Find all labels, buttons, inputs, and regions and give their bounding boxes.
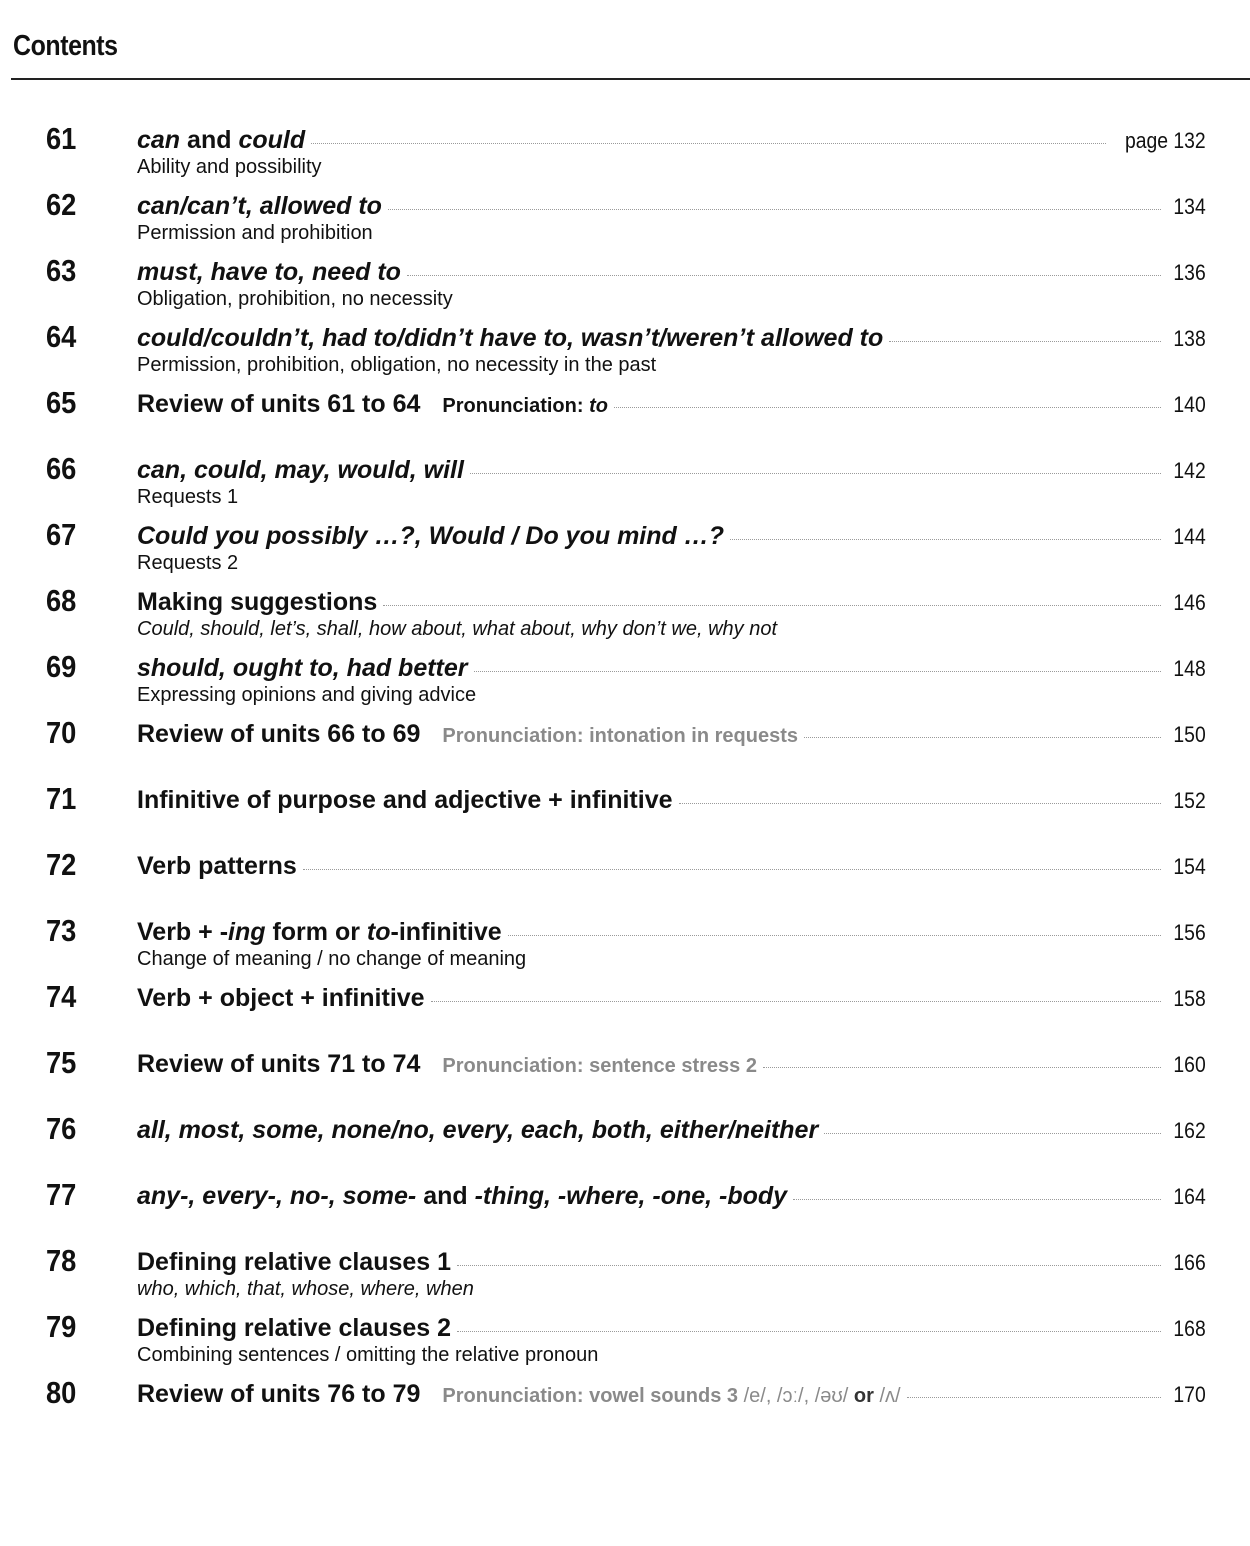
page-number-value: 132 <box>1173 128 1206 153</box>
unit-title-part: Review of units 71 to 74 <box>137 1050 421 1078</box>
page-prefix: page <box>1125 128 1169 153</box>
dot-leader <box>407 274 1161 276</box>
page-number-value: 134 <box>1173 194 1206 219</box>
pronunciation-or: or <box>848 1385 880 1407</box>
entry-title-line <box>137 983 1206 1013</box>
unit-title-part: to <box>366 918 391 946</box>
dot-leader <box>457 1330 1161 1332</box>
unit-subtitle: Combining sentences / omitting the relative pronoun <box>137 1344 599 1366</box>
toc-entry[interactable] <box>0 122 1250 182</box>
unit-number: 70 <box>46 715 77 750</box>
toc-entry[interactable] <box>0 386 1250 446</box>
entry-title-line <box>137 389 1206 419</box>
unit-title-part: Infinitive of purpose and adjective + infinitive <box>137 786 673 814</box>
unit-number: 79 <box>46 1309 77 1344</box>
page-number[interactable] <box>1174 1050 1206 1080</box>
entry-title-line <box>137 653 1206 683</box>
page-number[interactable] <box>1174 786 1206 816</box>
unit-title-part: Review of units 76 to 79 <box>137 1380 421 1408</box>
unit-title-part: Could you possibly …?, Would / Do you mind …? <box>137 522 725 550</box>
dot-leader <box>303 868 1162 870</box>
unit-number: 78 <box>46 1243 77 1278</box>
entry-title-line <box>137 257 1206 287</box>
dot-leader <box>457 1264 1161 1266</box>
entry-title-line <box>137 125 1206 155</box>
page-number[interactable] <box>1174 258 1206 288</box>
unit-number: 72 <box>46 847 77 882</box>
dot-leader <box>804 736 1161 738</box>
unit-title[interactable] <box>137 917 502 947</box>
unit-subtitle: Ability and possibility <box>137 156 322 178</box>
unit-title[interactable] <box>137 1181 787 1211</box>
toc-entry[interactable] <box>0 980 1250 1040</box>
toc-entry[interactable] <box>0 914 1250 974</box>
unit-title-part: any-, every-, no-, some- <box>137 1182 417 1210</box>
unit-title-part: could <box>238 126 306 154</box>
dot-leader <box>474 670 1162 672</box>
unit-subtitle: Obligation, prohibition, no necessity <box>137 288 453 310</box>
dot-leader <box>763 1066 1161 1068</box>
toc-entry[interactable] <box>0 716 1250 776</box>
pronunciation-focus: to <box>589 395 608 417</box>
unit-title-part: can, could, may, would, will <box>137 456 464 484</box>
dot-leader <box>383 604 1161 606</box>
page-number[interactable] <box>1125 126 1206 156</box>
toc-entry[interactable] <box>0 1244 1250 1304</box>
page-number[interactable] <box>1174 1314 1206 1344</box>
ipa-symbols: /ʌ/ <box>879 1385 901 1407</box>
unit-title-part: all, most, some, none/no, every, each, both, either/neither <box>137 1116 819 1144</box>
page-number-value: 138 <box>1173 326 1206 351</box>
toc-entry[interactable] <box>0 584 1250 644</box>
page-number[interactable] <box>1174 456 1206 486</box>
entry-title-line <box>137 323 1206 353</box>
page-number-value: 142 <box>1173 458 1206 483</box>
unit-title-part: ing <box>228 918 266 946</box>
unit-title-part: Verb + object + infinitive <box>137 984 425 1012</box>
dot-leader <box>388 208 1161 210</box>
pronunciation-label: Pronunciation: <box>442 395 590 417</box>
dot-leader <box>793 1198 1161 1200</box>
unit-title[interactable] <box>137 1313 451 1343</box>
unit-title-part: and <box>180 126 239 154</box>
toc-entry[interactable] <box>0 1310 1250 1370</box>
unit-title-part: -thing, -where, -one, -body <box>474 1182 788 1210</box>
page-number[interactable] <box>1174 918 1206 948</box>
entry-title-line <box>137 785 1206 815</box>
unit-title[interactable] <box>137 455 464 485</box>
unit-number: 71 <box>46 781 77 816</box>
page-number[interactable] <box>1174 852 1206 882</box>
pronunciation-label: Pronunciation: vowel sounds 3 <box>442 1385 744 1407</box>
entry-title-line <box>137 521 1206 551</box>
pronunciation-label: Pronunciation: intonation in requests <box>442 725 798 747</box>
unit-number: 76 <box>46 1111 77 1146</box>
toc-entry[interactable] <box>0 650 1250 710</box>
entry-title-line <box>137 851 1206 881</box>
page-number-value: 170 <box>1173 1382 1206 1407</box>
unit-number: 73 <box>46 913 77 948</box>
page-number[interactable] <box>1174 984 1206 1014</box>
unit-title[interactable] <box>137 1247 451 1277</box>
unit-number: 64 <box>46 319 77 354</box>
unit-title-part: can <box>137 126 181 154</box>
unit-number: 66 <box>46 451 77 486</box>
unit-title-part: Review of units 66 to 69 <box>137 720 421 748</box>
page-number-value: 168 <box>1173 1316 1206 1341</box>
unit-number: 63 <box>46 253 77 288</box>
toc-entry[interactable] <box>0 320 1250 380</box>
unit-number: 61 <box>46 121 77 156</box>
unit-title-part: should, ought to, had better <box>137 654 468 682</box>
page-number[interactable] <box>1174 324 1206 354</box>
dot-leader <box>614 406 1161 408</box>
unit-title[interactable] <box>137 191 382 221</box>
entry-title-line <box>137 1115 1206 1145</box>
unit-number: 62 <box>46 187 77 222</box>
page-number[interactable] <box>1174 654 1206 684</box>
unit-number: 68 <box>46 583 77 618</box>
toc-entry[interactable] <box>0 782 1250 842</box>
entry-title-line <box>137 1247 1206 1277</box>
unit-number: 75 <box>46 1045 77 1080</box>
dot-leader <box>907 1396 1162 1398</box>
entry-title-line <box>137 191 1206 221</box>
unit-subtitle: Requests 1 <box>137 486 239 508</box>
toc-entry[interactable] <box>0 1178 1250 1238</box>
dot-leader <box>730 538 1161 540</box>
unit-title[interactable] <box>137 389 420 419</box>
page-number[interactable] <box>1174 192 1206 222</box>
page-number-value: 152 <box>1173 788 1206 813</box>
page-number-value: 166 <box>1173 1250 1206 1275</box>
unit-title[interactable] <box>137 257 401 287</box>
page-number-value: 164 <box>1173 1184 1206 1209</box>
page-number-value: 146 <box>1173 590 1206 615</box>
unit-title[interactable] <box>137 125 305 155</box>
unit-title-part: could/couldn’t, had to/didn’t have to, wasn’t/weren’t allowed to <box>137 324 884 352</box>
unit-title[interactable] <box>137 851 297 881</box>
unit-subtitle: Permission, prohibition, obligation, no necessity in the past <box>137 354 657 376</box>
unit-title[interactable] <box>137 719 420 749</box>
unit-title[interactable] <box>137 1049 420 1079</box>
page-number[interactable] <box>1174 588 1206 618</box>
page-number-value: 150 <box>1173 722 1206 747</box>
unit-title-part: Defining relative clauses 1 <box>137 1248 452 1276</box>
page-number-value: 156 <box>1173 920 1206 945</box>
unit-title[interactable] <box>137 587 377 617</box>
page-number-value: 162 <box>1173 1118 1206 1143</box>
page-number-value: 144 <box>1173 524 1206 549</box>
toc-entry[interactable] <box>0 1376 1250 1436</box>
entry-title-line <box>137 587 1206 617</box>
unit-subtitle: Expressing opinions and giving advice <box>137 684 477 706</box>
toc-entry[interactable] <box>0 188 1250 248</box>
dot-leader <box>470 472 1161 474</box>
unit-number: 74 <box>46 979 77 1014</box>
pronunciation-note <box>442 1051 757 1081</box>
entry-title-line <box>137 1049 1206 1079</box>
page-number-value: 148 <box>1173 656 1206 681</box>
page-number-value: 136 <box>1173 260 1206 285</box>
unit-title-part: and <box>416 1182 475 1210</box>
page-number[interactable] <box>1174 522 1206 552</box>
page-number-value: 140 <box>1173 392 1206 417</box>
entry-title-line <box>137 917 1206 947</box>
dot-leader <box>431 1000 1162 1002</box>
unit-title[interactable] <box>137 983 425 1013</box>
toc-entry[interactable] <box>0 452 1250 512</box>
unit-title-part: Verb patterns <box>137 852 297 880</box>
unit-subtitle: Change of meaning / no change of meaning <box>137 948 527 970</box>
unit-number: 67 <box>46 517 77 552</box>
pronunciation-note <box>442 1381 900 1411</box>
unit-title-part: Making suggestions <box>137 588 378 616</box>
page-number[interactable] <box>1174 1116 1206 1146</box>
entry-title-line <box>137 1379 1206 1409</box>
unit-title-part: can/can’t, allowed to <box>137 192 382 220</box>
page-number[interactable] <box>1174 720 1206 750</box>
entry-title-line <box>137 1313 1206 1343</box>
unit-title[interactable] <box>137 521 724 551</box>
entry-title-line <box>137 719 1206 749</box>
unit-title[interactable] <box>137 1379 420 1409</box>
ipa-symbols: /e/, /ɔː/, /əʊ/ <box>743 1385 849 1407</box>
unit-number: 80 <box>46 1375 77 1410</box>
unit-title[interactable] <box>137 785 673 815</box>
entry-title-line <box>137 1181 1206 1211</box>
unit-subtitle: who, which, that, whose, where, when <box>137 1278 474 1300</box>
page-number[interactable] <box>1174 1248 1206 1278</box>
toc-entry[interactable] <box>0 518 1250 578</box>
unit-title-part: Verb + - <box>137 918 229 946</box>
unit-title-part: Defining relative clauses 2 <box>137 1314 452 1342</box>
unit-title[interactable] <box>137 653 468 683</box>
toc-entry[interactable] <box>0 254 1250 314</box>
page-number-value: 158 <box>1173 986 1206 1011</box>
toc-entry[interactable] <box>0 1112 1250 1172</box>
unit-title-part: -infinitive <box>390 918 502 946</box>
page-number[interactable] <box>1174 1380 1206 1410</box>
unit-number: 65 <box>46 385 77 420</box>
unit-subtitle: Permission and prohibition <box>137 222 373 244</box>
unit-subtitle: Could, should, let’s, shall, how about, what about, why don’t we, why not <box>137 618 778 640</box>
dot-leader <box>889 340 1161 342</box>
page-number-value: 154 <box>1173 854 1206 879</box>
dot-leader <box>508 934 1162 936</box>
unit-title[interactable] <box>137 323 883 353</box>
toc-entry[interactable] <box>0 1046 1250 1106</box>
page-title: Contents <box>13 30 118 62</box>
title-divider <box>11 78 1250 80</box>
unit-subtitle: Requests 2 <box>137 552 239 574</box>
pronunciation-note <box>442 391 608 421</box>
unit-title[interactable] <box>137 1115 818 1145</box>
unit-title-part: must, have to, need to <box>137 258 401 286</box>
dot-leader <box>311 142 1106 144</box>
page-number[interactable] <box>1174 390 1206 420</box>
unit-number: 69 <box>46 649 77 684</box>
toc-entry[interactable] <box>0 848 1250 908</box>
page-number[interactable] <box>1174 1182 1206 1212</box>
page-number-value: 160 <box>1173 1052 1206 1077</box>
dot-leader <box>679 802 1162 804</box>
unit-number: 77 <box>46 1177 77 1212</box>
pronunciation-note <box>442 721 798 751</box>
entry-title-line <box>137 455 1206 485</box>
unit-title-part: form or <box>265 918 367 946</box>
pronunciation-label: Pronunciation: sentence stress 2 <box>442 1055 757 1077</box>
unit-title-part: Review of units 61 to 64 <box>137 390 421 418</box>
dot-leader <box>824 1132 1161 1134</box>
